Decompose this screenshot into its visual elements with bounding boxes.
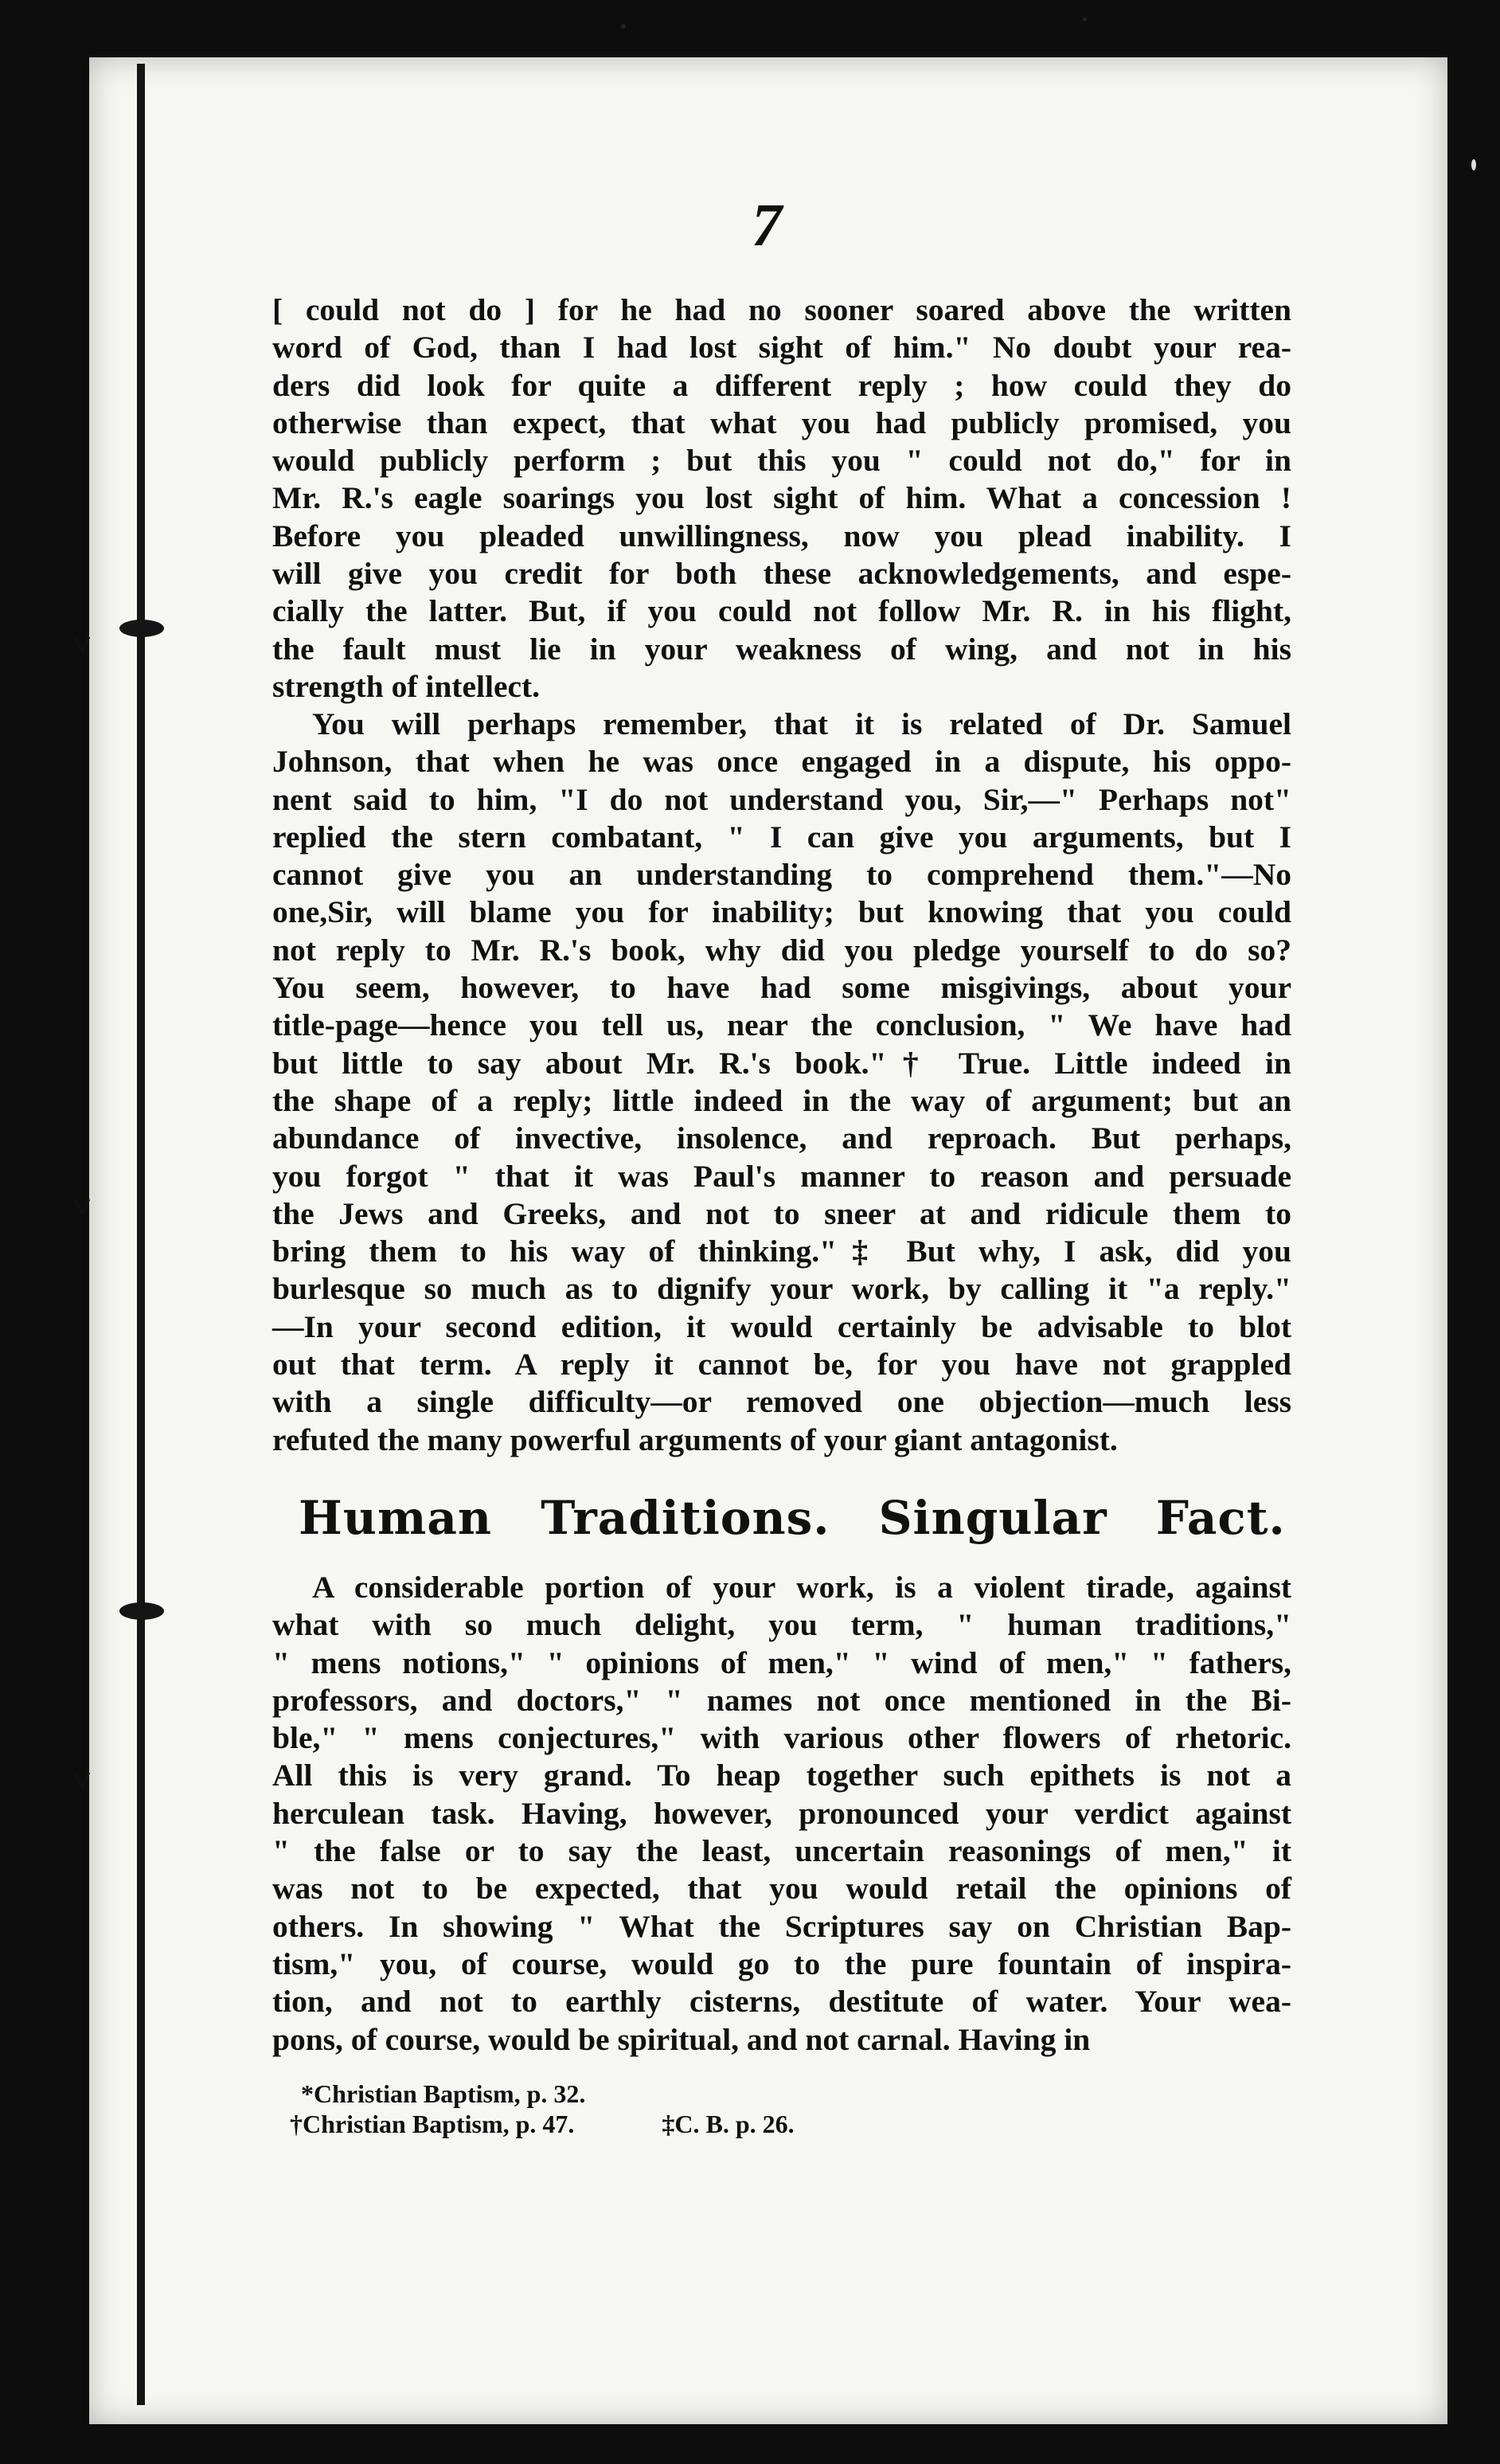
text-line: you forgot " that it was Paul's manner to reason and persuade	[272, 1158, 1291, 1194]
text-line: Before you pleaded unwillingness, now you plead inability. I	[272, 518, 1291, 553]
text-line: herculean task. Having, however, pronounced your verdict against	[272, 1795, 1291, 1831]
text-line: bring them to his way of thinking."‡ But why, I ask, did you	[272, 1234, 1291, 1269]
footnote-double-dagger: ‡C. B. p. 26.	[662, 2110, 795, 2138]
binding-tick-mark: ˅	[73, 1762, 92, 1798]
text-line: —In your second edition, it would certainly be advisable to blot	[272, 1308, 1291, 1344]
text-line: word of God, than I had lost sight of him." No doubt your rea-	[272, 330, 1291, 366]
text-line: ble," " mens conjectures," with various other flowers of rhetoric.	[272, 1720, 1291, 1756]
text-line: the shape of a reply; little indeed in the way of argument; but an	[272, 1082, 1291, 1118]
text-line: Johnson, that when he was once engaged in a dispute, his oppo-	[272, 744, 1291, 780]
text-line: cially the latter. But, if you could not follow Mr. R. in his flight,	[272, 593, 1291, 629]
text-line: [ could not do ] for he had no sooner soared above the written	[272, 292, 1291, 327]
paragraph-2	[272, 706, 1291, 1459]
text-line: others. In showing " What the Scriptures say on Christian Bap-	[272, 1908, 1291, 1944]
text-line: strength of intellect.	[272, 668, 541, 704]
text-line: would publicly perform ; but this you " could not do," for in	[272, 443, 1291, 479]
text-line: You will perhaps remember, that it is related of Dr. Samuel	[312, 706, 1291, 741]
text-line: otherwise than expect, that what you had publicly promised, you	[272, 405, 1291, 440]
footnote-dagger: †Christian Baptism, p. 47.	[290, 2110, 575, 2138]
text-line: professors, and doctors," " names not once mentioned in the Bi-	[272, 1682, 1291, 1718]
text-line: was not to be expected, that you would retail the opinions of	[272, 1871, 1291, 1907]
paragraph-1	[272, 291, 1291, 706]
binding-tick-mark: ˅	[73, 627, 92, 663]
text-line: tism," you, of course, would go to the pure fountain of inspira-	[272, 1946, 1291, 1981]
footnote-dagger-row	[290, 2109, 795, 2139]
text-line: " mens notions," " opinions of men," " wind of men," " fathers,	[272, 1645, 1291, 1680]
text-line: ders did look for quite a different reply ; how could they do	[272, 367, 1291, 403]
text-line: title-page—hence you tell us, near the conclusion, " We have had	[272, 1007, 1291, 1043]
text-line: abundance of invective, insolence, and reproach. But perhaps,	[272, 1121, 1291, 1156]
footnote-star: *Christian Baptism, p. 32.	[301, 2079, 586, 2108]
section-heading: Human Traditions. Singular Fact.	[299, 1491, 1286, 1545]
paragraph-3	[272, 1569, 1291, 2059]
page-number: 7	[752, 192, 782, 259]
text-line: with a single difficulty—or removed one objection—much less	[272, 1384, 1291, 1420]
text-line: out that term. A reply it cannot be, for you have not grappled	[272, 1347, 1291, 1383]
text-line: but little to say about Mr. R.'s book."† True. Little indeed in	[272, 1045, 1291, 1081]
text-line: what with so much delight, you term, " human traditions,"	[272, 1607, 1291, 1643]
text-line: one,Sir, will blame you for inability; but knowing that you could	[272, 894, 1291, 930]
text-line: You seem, however, to have had some misgivings, about your	[272, 970, 1291, 1006]
text-line: A considerable portion of your work, is a violent tirade, against	[312, 1570, 1291, 1605]
text-line: the Jews and Greeks, and not to sneer at and ridicule them to	[272, 1195, 1291, 1231]
text-line: pons, of course, would be spiritual, and not carnal. Having in	[272, 2021, 1091, 2057]
text-line: refuted the many powerful arguments of your giant antagonist.	[272, 1422, 1118, 1457]
footnotes	[290, 2079, 795, 2139]
scan-speck	[621, 24, 626, 29]
scan-speck	[1083, 18, 1087, 22]
binding-stitch-mark	[119, 1602, 164, 1620]
binding-stitch-mark	[119, 620, 164, 637]
text-line: will give you credit for both these acknowledgements, and espe-	[272, 556, 1291, 592]
scan-speck	[1471, 159, 1476, 170]
text-line: burlesque so much as to dignify your work, by calling it "a reply."	[272, 1271, 1291, 1307]
text-line: Mr. R.'s eagle soarings you lost sight of him. What a concession !	[272, 480, 1291, 516]
text-line: tion, and not to earthly cisterns, destitute of water. Your wea-	[272, 1984, 1291, 2020]
text-line: cannot give you an understanding to comprehend them."—No	[272, 857, 1291, 893]
text-line: " the false or to say the least, uncertain reasonings of men," it	[272, 1833, 1291, 1869]
text-line: not reply to Mr. R.'s book, why did you pledge yourself to do so?	[272, 932, 1291, 968]
text-line: All this is very grand. To heap together such epithets is not a	[272, 1758, 1291, 1793]
binding-gutter-line	[137, 64, 145, 2405]
text-line: nent said to him, "I do not understand you, Sir,—" Perhaps not"	[272, 781, 1291, 817]
text-line: replied the stern combatant, " I can give you arguments, but I	[272, 819, 1291, 855]
text-line: the fault must lie in your weakness of wing, and not in his	[272, 631, 1291, 667]
binding-tick-mark: ˅	[73, 1189, 92, 1225]
